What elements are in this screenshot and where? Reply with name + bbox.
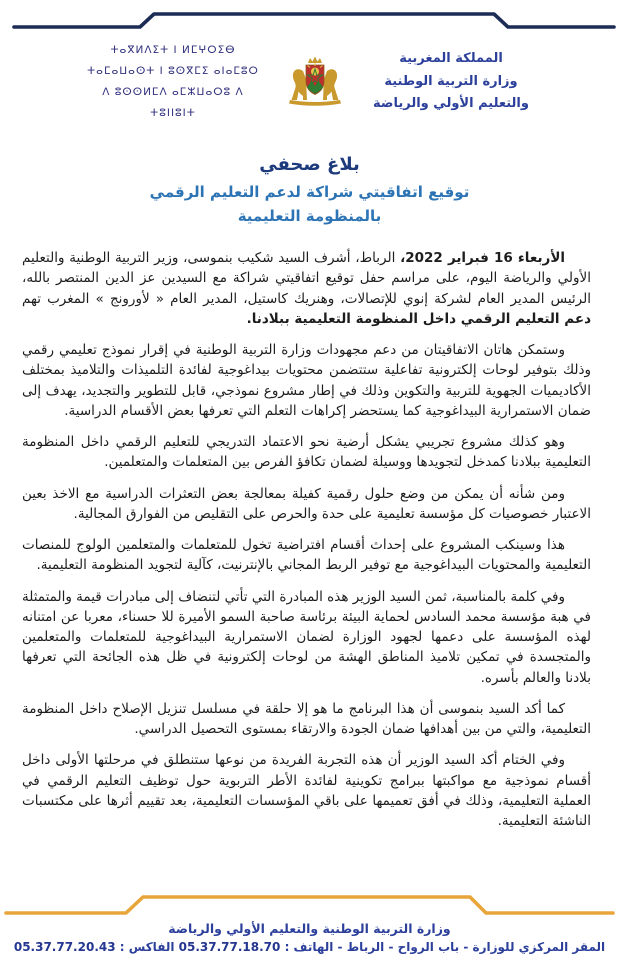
ministry-title-line: وزارة التربية الوطنية <box>384 73 518 89</box>
paragraph-4: ومن شأنه أن يمكن من وضع حلول رقمية كفيلة بمعالجة بعض التعثرات الدراسية مع الاخذ بعين الاعتبار خصوصيات كل مؤسسة تعليمية على حدة والحرص على التقليص من الفوارق المجالية. <box>22 485 591 522</box>
footer-contact <box>0 940 619 954</box>
top-rule-line <box>14 14 614 27</box>
paragraph-8: وفي الختام أكد السيد الوزير أن هذه التجربة الفريدة من نوعها ستنطلق في مرحلتها الأولى داخل أقسام نموذجية مع مواكبتها ببرامج تكوينية لفائدة الأطر التربوية حول توظيف التعليم الرقمي في العملية التعليمية، وذلك في أفق تعميمها على باقي المؤسسات التعليمية، بعد تقييم أثرها على مكتسبات الناشئة التعليمية. <box>22 752 591 829</box>
footer-address-label: المقر المركزي للوزارة - باب الرواح - الرباط - الهاتف : <box>284 940 606 954</box>
emblem-crown <box>308 56 322 63</box>
paragraph-7: كما أكد السيد بنموسى أن هذا البرنامج ما هو إلا حلقة في مسلسل تنزيل الإصلاح داخل المنظومة التعليمية، والتي من بين أهدافها ضمان الجودة والارتقاء بمستوى التحصيل الدراسي. <box>22 700 591 737</box>
footer-fax-number: 05.37.77.20.43 <box>13 940 116 954</box>
ministry-title-line2: والتعليم الأولي والرياضة <box>373 96 529 112</box>
footer-decorative-rule <box>0 891 619 919</box>
footer-fax-label: الفاكس : <box>119 940 175 954</box>
footer-rule-line <box>6 897 613 913</box>
document-title-line2: بالمنظومة التعليمية <box>237 207 382 225</box>
paragraph-1-main: الرباط، أشرف السيد شكيب بنموسى، وزير التربية الوطنية والتعليم الأولي والرياضة اليوم، على مراسم حفل توقيع اتفاقيتي شراكة مع السيدين عز الدين المنتصر بالله، الرئيس المدير العام لشركة إنوي للإتصالات، وهنريك كاستيل، المدير العام « لأورونج » المغرب تهم <box>22 250 591 307</box>
body-text <box>22 248 591 831</box>
tifinagh-line: ⵜⴰⵎⴰⵡⴰⵙⵜ ⵏ ⵓⵙⴳⵎⵉ ⴰⵏⴰⵎⵓⵔ <box>87 65 259 77</box>
emblem-lion-left <box>291 69 307 100</box>
document-title-line1: توقيع اتفاقيتي شراكة لدعم التعليم الرقمي <box>149 183 470 201</box>
footer <box>0 891 619 954</box>
paragraph-1-date: الأربعاء 16 فبراير 2022، <box>400 250 566 266</box>
moroccan-coat-of-arms-icon <box>280 55 350 110</box>
paragraph-3: وهو كذلك مشروع تجريبي يشكل أرضية نحو الاعتماد التدريجي للتعليم الرقمي داخل المنظومة التعليمية ببلادنا كمدخل لتجويدها ووسيلة لضمان تكافؤ الفرص بين المتعلمات والمتعلمين. <box>22 434 591 471</box>
top-decorative-rule <box>0 0 619 34</box>
letterhead-arabic <box>364 48 539 116</box>
paragraph-5: هذا وسينكب المشروع على إحداث أقسام افتراضية تخول للمتعلمات والمتعلمين الولوج للمنصات التعليمية والمحتويات البيداغوجية مع توفير الربط المجاني بالإنترنيت، كآلية لتجويد المنظومة التعليمية. <box>22 537 591 574</box>
footer-phone-number: 05.37.77.18.70 <box>178 940 281 954</box>
paragraph-1-emphasis: دعم التعليم الرقمي داخل المنظومة التعليمية ببلادنا. <box>246 310 591 327</box>
paragraph-1 <box>22 248 591 329</box>
title-block <box>0 154 619 228</box>
paragraph-6: وفي كلمة بالمناسبة، ثمن السيد الوزير هذه المبادرة التي تأتي لتنضاف إلى مبادرات قيمة والمتمثلة في هبة مؤسسة محمد السادس لحماية البيئة برئاسة صاحبة السمو الأميرة للا حسناء، معربا عن امتنانه لهذه المؤسسة على دعمها لجهود الوزارة لضمان الاستمرارية البيداغوجية للمتعلمات والمتعلمين والمتجسدة في تمكين تلاميذ المناطق الهشة من لوحات إلكترونية في ظل هذه الجائحة التي تعرفها بلادنا والعالم بأسره. <box>22 588 591 686</box>
kingdom-title-line: المملكة المغربية <box>399 50 503 66</box>
paragraph-2: وستمكن هاتان الاتفاقيتان من دعم مجهودات وزارة التربية الوطنية في إقرار نموذج تعليمي رقمي وذلك بتوفير لوحات إلكترونية تفاعلية ستتضمن محتويات بيداغوجية لفائدة التلميذات والتلاميذ بمختلف الأكاديميات الجهوية للتربية والتكوين وذلك في إطار مشروع نموذجي، قابل للتطوير والتجديد، يهدف إلى ضمان الاستمرارية البيداغوجية كما يستحضر إكراهات التعلم التي تعرفها بعض الأقسام الدراسية. <box>22 342 591 419</box>
emblem-ribbon <box>289 100 341 106</box>
letterhead <box>0 40 619 124</box>
footer-text <box>0 921 619 954</box>
footer-ministry-name: وزارة التربية الوطنية والتعليم الأولي والرياضة <box>168 921 451 936</box>
emblem-lion-right <box>323 69 339 100</box>
tifinagh-line: ⴷ ⵓⵙⵙⵍⵎⴷ ⴰⵎⵣⵡⴰⵔⵓ ⴷ ⵜⵓⵏⵏⵓⵏⵜ <box>102 86 244 119</box>
press-release-kicker: بلاغ صحفي <box>259 154 360 175</box>
tifinagh-line: ⵜⴰⴳⵍⴷⵉⵜ ⵏ ⵍⵎⵖⵔⵉⴱ <box>110 44 236 56</box>
letterhead-tifinagh <box>81 40 266 124</box>
